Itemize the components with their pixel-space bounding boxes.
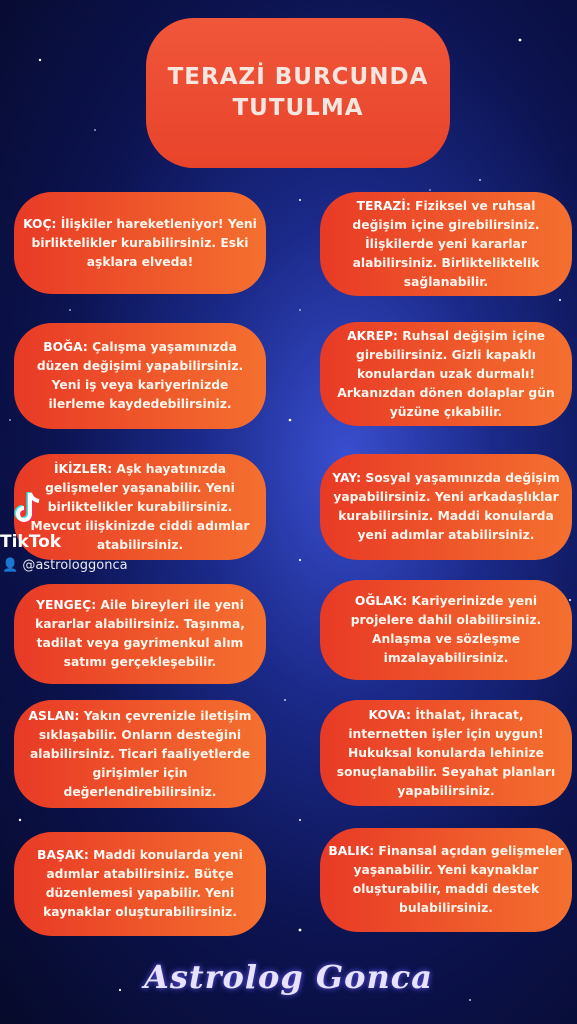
sign-description: Ruhsal değişim içine girebilirsiniz. Gizli kapaklı konulardan uzak durmalı! Arkanızdan dönen dolaplar gün yüzüne çıkabilir. xyxy=(337,328,555,419)
sign-label: KOÇ: xyxy=(23,216,57,231)
tiktok-label: TikTok xyxy=(0,532,62,552)
card-koc xyxy=(14,192,266,294)
card-aslan xyxy=(14,700,266,808)
sign-label: BOĞA: xyxy=(43,340,88,354)
card-kova xyxy=(320,700,572,806)
sign-label: KOVA: xyxy=(368,707,411,722)
sign-label: ASLAN: xyxy=(28,708,80,723)
sign-description: Fiziksel ve ruhsal değişim içine girebilirsiniz. İlişkilerde yeni kararlar alabilirsiniz. Birliktelikteli̇k sağlanabilir. xyxy=(352,198,540,289)
sign-label: TERAZİ: xyxy=(356,198,411,213)
card-text xyxy=(22,596,258,672)
sign-label: YENGEÇ: xyxy=(36,598,97,612)
handle-text: @astrologgonca xyxy=(22,558,128,573)
sign-description: Çalışma yaşamınızda düzen değişimi yapabilirsiniz. Yeni iş veya kariyerinizde ilerleme kaydedebilirsiniz. xyxy=(36,340,244,411)
card-text xyxy=(22,338,258,414)
author-signature: Astrolog Gonca xyxy=(144,958,433,996)
card-text xyxy=(328,706,564,801)
card-text xyxy=(328,327,564,422)
sign-label: BALIK: xyxy=(328,844,375,858)
sign-description: Sosyal yaşamınızda değişim yapabilirsiniz. Yeni arkadaşlıklar kurabilirsiniz. Maddi konularda yeni adımlar atabilirsiniz. xyxy=(333,471,560,542)
card-terazi xyxy=(320,192,572,296)
tiktok-handle xyxy=(2,558,128,573)
title-banner xyxy=(146,18,450,168)
sign-description: Finansal açıdan gelişmeler yaşanabilir. Yeni kaynaklar oluşturabilir, maddi destek bulabilirsiniz. xyxy=(352,844,564,915)
card-text xyxy=(328,469,564,545)
sign-description: Aile bireyleri ile yeni kararlar alabilirsiniz. Taşınma, tadilat veya gayrimenkul alım satımı gerçekleşebilir. xyxy=(35,598,245,669)
sign-label: BAŞAK: xyxy=(37,848,89,862)
card-text xyxy=(328,197,564,292)
card-text xyxy=(328,592,564,668)
card-balik xyxy=(320,828,572,932)
user-icon: 👤 xyxy=(2,558,23,573)
sign-description: Kariyerinizde yeni projelere dahil olabilirsiniz. Anlaşma ve sözleşme imzalayabilirsiniz. xyxy=(350,594,542,665)
card-text xyxy=(328,842,564,918)
card-akrep xyxy=(320,322,572,426)
card-yay xyxy=(320,454,572,560)
page-title: TERAZİ BURCUNDA TUTULMA xyxy=(167,64,429,121)
card-boga xyxy=(14,323,266,429)
sign-description: İthalat, ihracat, internetten işler için uygun! Hukuksal konularda lehinize sonuçlanabilir. Seyahat planları yapabilirsiniz. xyxy=(336,707,556,798)
tiktok-logo-icon xyxy=(10,490,46,528)
card-text xyxy=(22,846,258,922)
card-oglak xyxy=(320,580,572,680)
sign-label: YAY: xyxy=(332,471,362,485)
card-text xyxy=(22,215,258,272)
sign-description: Maddi konularda yeni adımlar atabilirsiniz. Bütçe düzenlemesi yapabilir. Yeni kaynaklar oluşturabilirsiniz. xyxy=(43,848,243,919)
sign-label: AKREP: xyxy=(347,328,398,343)
sign-description: Yakın çevrenizle iletişim sıklaşabilir. Onların desteğini alabilirsiniz. Ticari faaliyetlerde girişimler için değerlendirebilirsiniz. xyxy=(29,708,252,799)
card-basak xyxy=(14,832,266,936)
sign-label: OĞLAK: xyxy=(354,594,408,608)
sign-description: Aşk hayatınızda gelişmeler yaşanabilir. Yeni birliktelikler kurabilirsiniz. Mevcut ilişkinizde ciddi adımlar atabilirsiniz. xyxy=(30,461,250,552)
sign-description: İlişkiler hareketleniyor! Yeni birliktelikler kurabilirsiniz. Eski aşklara elveda! xyxy=(31,216,257,269)
card-yengec xyxy=(14,584,266,684)
sign-label: İKİZLER: xyxy=(53,461,113,476)
card-text xyxy=(22,707,258,802)
